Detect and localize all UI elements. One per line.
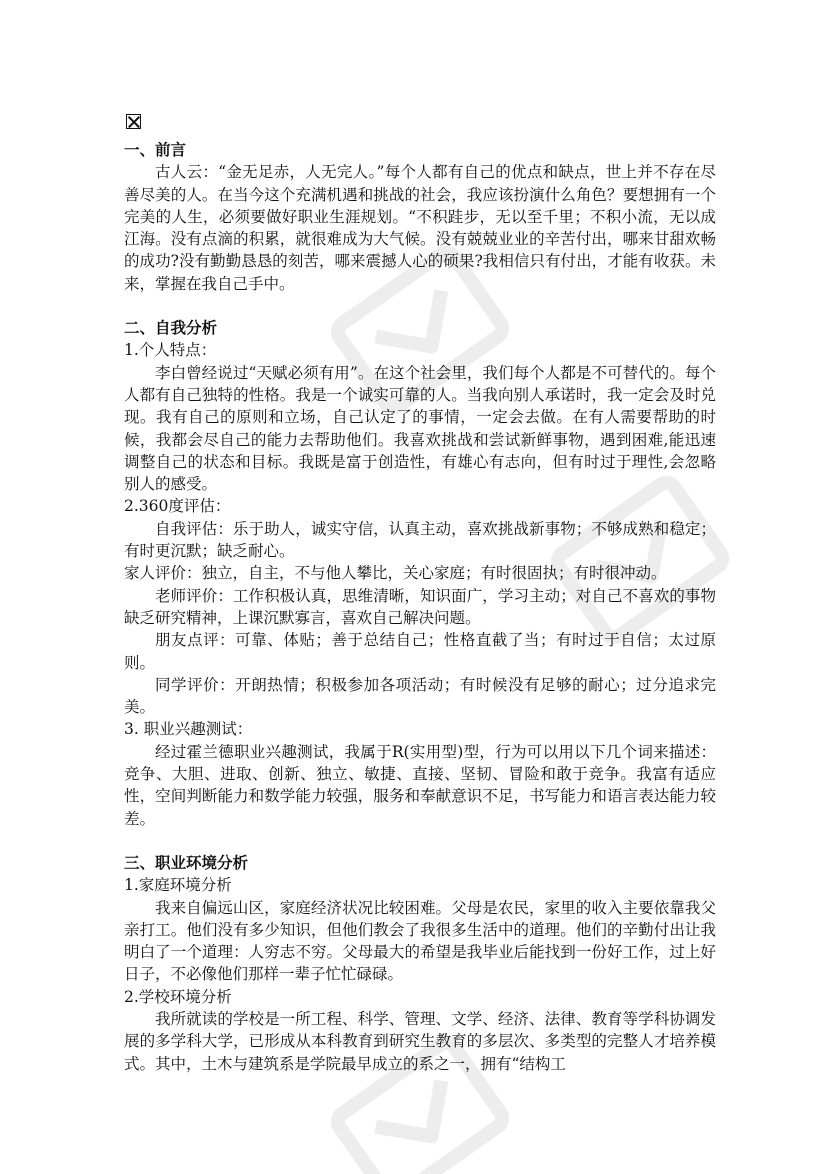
section-heading: 三、职业环境分析 bbox=[124, 853, 249, 872]
paragraph: 古人云：“金无足赤，人无完人。”每个人都有自己的优点和缺点，世上并不存在尽善尽美的人。在当今这个充满机遇和挑战的社会，我应该扮演什么角色？要想拥有一个完美的人生，必须要做好职业生涯规划。“不积跬步，无以至千里；不积小流，无以成江海。没有点滴的积累，就很难成为大气候。没有兢兢业业的辛苦付出，哪来甘甜欢畅的成功?没有勤勤恳恳的刻苦，哪来震撼人心的硕果?我相信只有付出，才能有收获。未来，掌握在我自己手中。 bbox=[124, 163, 716, 293]
document-body bbox=[124, 112, 716, 1075]
sections-container bbox=[124, 139, 716, 1075]
section-gap bbox=[124, 295, 716, 317]
subsection-heading: 1.个人特点： bbox=[124, 341, 217, 360]
section-heading: 一、前言 bbox=[124, 141, 187, 159]
paragraph: 李白曾经说过“天赋必须有用”。在这个社会里，我们每个人都是不可替代的。每个人都有自己独特的性格。我是一个诚实可靠的人。当我向别人承诺时，我一定会及时兑现。我有自己的原则和立场，自己认定了的事情，一定会去做。在有人需要帮助的时候，我都会尽自己的能力去帮助他们。我喜欢挑战和尝试新鲜事物，遇到困难,能迅速调整自己的状态和目标。我既是富于创造性，有雄心有志向，但有时过于理性,会忽略别人的感受。 bbox=[124, 363, 716, 494]
subsection-heading: 2.学校环境分析 bbox=[124, 987, 232, 1006]
paragraph: 我来自偏远山区，家庭经济状况比较困难。父母是农民，家里的收入主要依靠我父亲打工。他们没有多少知识，但他们教会了我很多生活中的道理。他们的辛勤付出让我明白了一个道理：人穷志不穷。父母最大的希望是我毕业后能找到一份好工作，过上好日子，不必像他们那样一辈子忙忙碌碌。 bbox=[124, 898, 716, 984]
subsection-heading: 2.360度评估： bbox=[124, 497, 231, 516]
paragraph: 经过霍兰德职业兴趣测试，我属于R(实用型)型，行为可以用以下几个词来描述：竞争、大胆、进取、创新、独立、敏捷、直接、坚韧、冒险和敢于竞争。我富有适应性，空间判断能力和数学能力较强，服务和奉献意识不足，书写能力和语言表达能力较差。 bbox=[124, 742, 716, 828]
section-gap bbox=[124, 830, 716, 852]
broken-image-icon bbox=[126, 114, 141, 129]
section-heading: 二、自我分析 bbox=[124, 319, 218, 338]
subsection-heading: 1.家庭环境分析 bbox=[124, 876, 232, 895]
subsection-heading: 3. 职业兴趣测试： bbox=[124, 720, 253, 739]
paragraph: 家人评价：独立，自主，不与他人攀比，关心家庭；有时很固执；有时很冲动。 bbox=[124, 564, 667, 583]
paragraph: 我所就读的学校是一所工程、科学、管理、文学、经济、法律、教育等学科协调发展的多学科大学，已形成从本科教育到研究生教育的多层次、多类型的完整人才培养模式。其中，土木与建筑系是学院最早成立的系之一，拥有“结构工 bbox=[124, 1009, 716, 1073]
paragraph: 同学评价：开朗热情；积极参加各项活动；有时候没有足够的耐心；过分追求完美。 bbox=[124, 675, 716, 717]
paragraph: 朋友点评：可靠、体贴；善于总结自己；性格直截了当；有时过于自信；太过原则。 bbox=[124, 631, 716, 672]
paragraph: 自我评估：乐于助人，诚实守信，认真主动，喜欢挑战新事物；不够成熟和稳定；有时更沉默；缺乏耐心。 bbox=[124, 519, 716, 561]
paragraph: 老师评价：工作积极认真，思维清晰，知识面广，学习主动；对自己不喜欢的事物缺乏研究精神，上课沉默寡言，喜欢自己解决问题。 bbox=[124, 586, 716, 627]
